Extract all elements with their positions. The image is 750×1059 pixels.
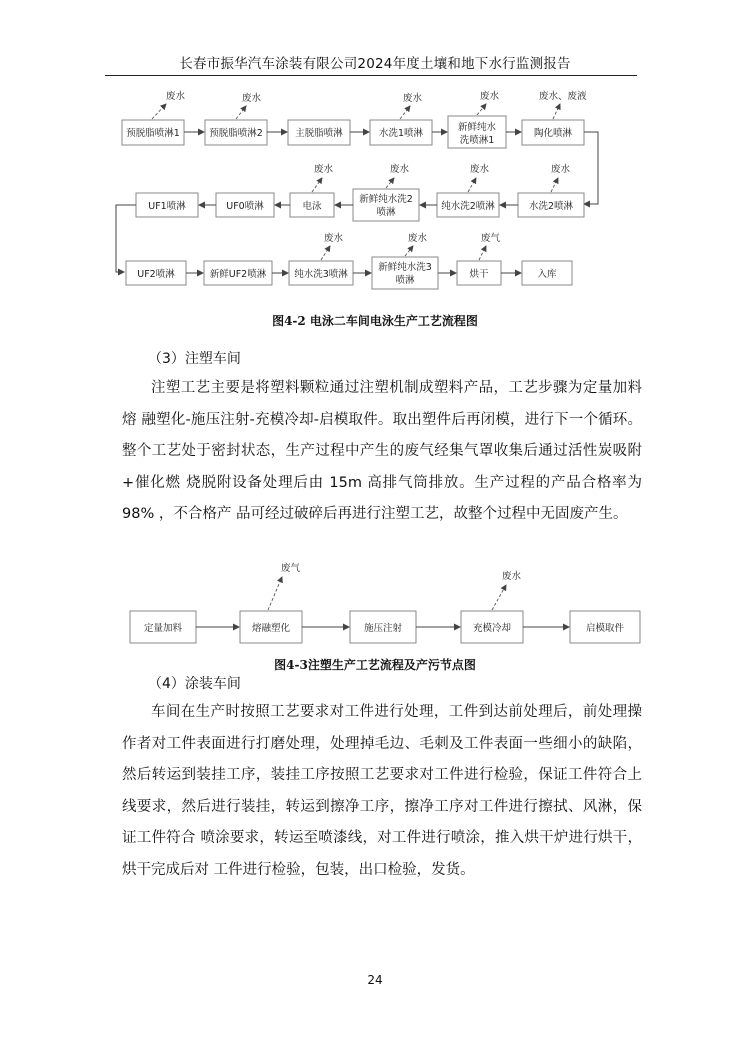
row3-step-4-label-line2: 喷淋 (395, 275, 415, 286)
row3-step-6 (522, 261, 572, 285)
inj-waste-water: 废水 (502, 571, 522, 582)
row2-waste-4: 废水 (390, 164, 410, 175)
row2-step-4 (353, 189, 419, 221)
row1-step-2-label: 预脱脂喷淋2 (209, 128, 263, 139)
row2-step-1-label: UF1喷淋 (148, 201, 186, 212)
row1-waste-2: 废水 (242, 93, 262, 104)
row3-step-4 (372, 257, 438, 289)
row3-step-2-label: 新鲜UF2喷淋 (209, 269, 267, 280)
inj-step-3-label: 施压注射 (363, 623, 403, 634)
row2-waste-5: 废水 (470, 164, 490, 175)
row2-step-6-label: 水洗2喷淋 (528, 201, 574, 212)
section-3-heading: （3）注塑车间 (148, 351, 241, 367)
section-3-paragraph: 注塑工艺主要是将塑料颗粒通过注塑机制成塑料产品，工艺步骤为定量加料熔 融塑化-施压注射-充模冷却-启模取件。取出塑件后再闭模，进行下一个循环。整个工艺处于密封状态，生产过程中产生的废气经集气罩收集后通过活性炭吸附+催化燃 烧脱附设备处理后由 15m 高排气筒排放。生产过程的产品合格率为 98% ，不合格产 品可经过破碎后再进行注塑工艺，故整个过程中无固废产生。 (122, 380, 642, 522)
row3-waste-4: 废水 (408, 233, 428, 244)
row1-waste-6: 废水、废液 (539, 91, 587, 102)
row2-step-4-label-line1: 新鲜纯水洗2 (359, 194, 413, 205)
row3-step-1-label: UF2喷淋 (137, 269, 175, 280)
row2-step-3-label: 电泳 (302, 201, 322, 212)
row3-step-5 (457, 261, 501, 285)
row1-step-6-label: 陶化喷淋 (533, 128, 573, 139)
row2-step-2 (216, 193, 274, 217)
row2-step-2-label: UF0喷淋 (226, 201, 264, 212)
header-title: 长春市振华汽车涂装有限公司2024年度土壤和地下水行监测报告 (179, 56, 571, 72)
figure-4-3-flowchart (0, 555, 750, 655)
inj-step-1 (130, 611, 196, 643)
row1-step-6 (522, 120, 584, 145)
row1-step-1-label: 预脱脂喷淋1 (126, 128, 180, 139)
row1-step-4 (370, 120, 432, 145)
row3-step-3 (289, 261, 353, 285)
row3-waste-5: 废气 (481, 233, 501, 244)
row2-waste-3: 废水 (314, 164, 334, 175)
row1-step-3 (288, 120, 350, 145)
inj-step-1-label: 定量加料 (143, 623, 183, 634)
inj-step-4-label: 充模冷却 (472, 623, 512, 634)
row3-waste-3: 废水 (324, 233, 344, 244)
row1-step-5-label-line2: 洗喷淋1 (459, 135, 495, 146)
inj-step-2 (240, 611, 302, 643)
figure-4-3-caption: 图4-3注塑生产工艺流程及产污节点图 (274, 658, 476, 672)
row3-step-5-label: 烘干 (469, 269, 489, 280)
row3-step-3-label: 纯水洗3喷淋 (294, 269, 348, 280)
inj-step-5-label: 启模取件 (585, 623, 625, 634)
row1-waste-1: 废水 (166, 91, 186, 102)
row2-step-3 (290, 193, 334, 217)
row3-step-6-label: 入库 (537, 269, 557, 280)
row1-waste-4: 废水 (403, 93, 423, 104)
inj-waste-gas: 废气 (281, 563, 301, 574)
row3-step-2 (204, 261, 272, 285)
inj-step-5 (570, 611, 640, 643)
row2-step-5-label: 纯水洗2喷淋 (441, 201, 495, 212)
row1-step-3-label: 主脱脂喷淋 (295, 128, 343, 139)
row2-step-4-label-line2: 喷淋 (376, 207, 396, 218)
row1-step-5-label-line1: 新鲜纯水 (457, 122, 497, 133)
page-number: 24 (367, 973, 383, 987)
row2-step-6 (518, 193, 584, 217)
row2-step-1 (136, 193, 198, 217)
section-4-paragraph: 车间在生产时按照工艺要求对工件进行处理，工件到达前处理后，前处理操作者对工件表面进行打磨处理，处理掉毛边、毛刺及工件表面一些细小的缺陷，然后转运到装挂工序，装挂工序按照工艺要求对工件进行检验，保证工件符合上线要求，然后进行装挂，转运到擦净工序，擦净工序对工件进行擦拭、风淋，保证工件符合 喷涂要求，转运至喷漆线，对工件进行喷涂，推入烘干炉进行烘干，烘干完成后对 工件进行检验，包装，出口检验，发货。 (122, 704, 642, 878)
section-4-heading: （4）涂装车间 (148, 676, 241, 692)
row2-waste-6: 废水 (551, 164, 571, 175)
row3-step-1 (126, 261, 186, 285)
header-rule (105, 75, 637, 76)
inj-step-2-label: 熔融塑化 (251, 623, 291, 634)
inj-step-3 (350, 611, 416, 643)
figure-4-2-flowchart (0, 80, 750, 290)
row1-step-2 (205, 120, 267, 145)
row1-step-5 (448, 116, 506, 148)
row2-step-5 (437, 193, 499, 217)
row3-step-4-label-line1: 新鲜纯水洗3 (378, 262, 432, 273)
inj-step-4 (461, 611, 523, 643)
figure-4-2-caption: 图4-2 电泳二车间电泳生产工艺流程图 (272, 314, 478, 328)
row1-step-4-label: 水洗1喷淋 (378, 128, 424, 139)
row1-step-1 (122, 120, 184, 145)
row1-waste-5: 废水 (480, 91, 500, 102)
